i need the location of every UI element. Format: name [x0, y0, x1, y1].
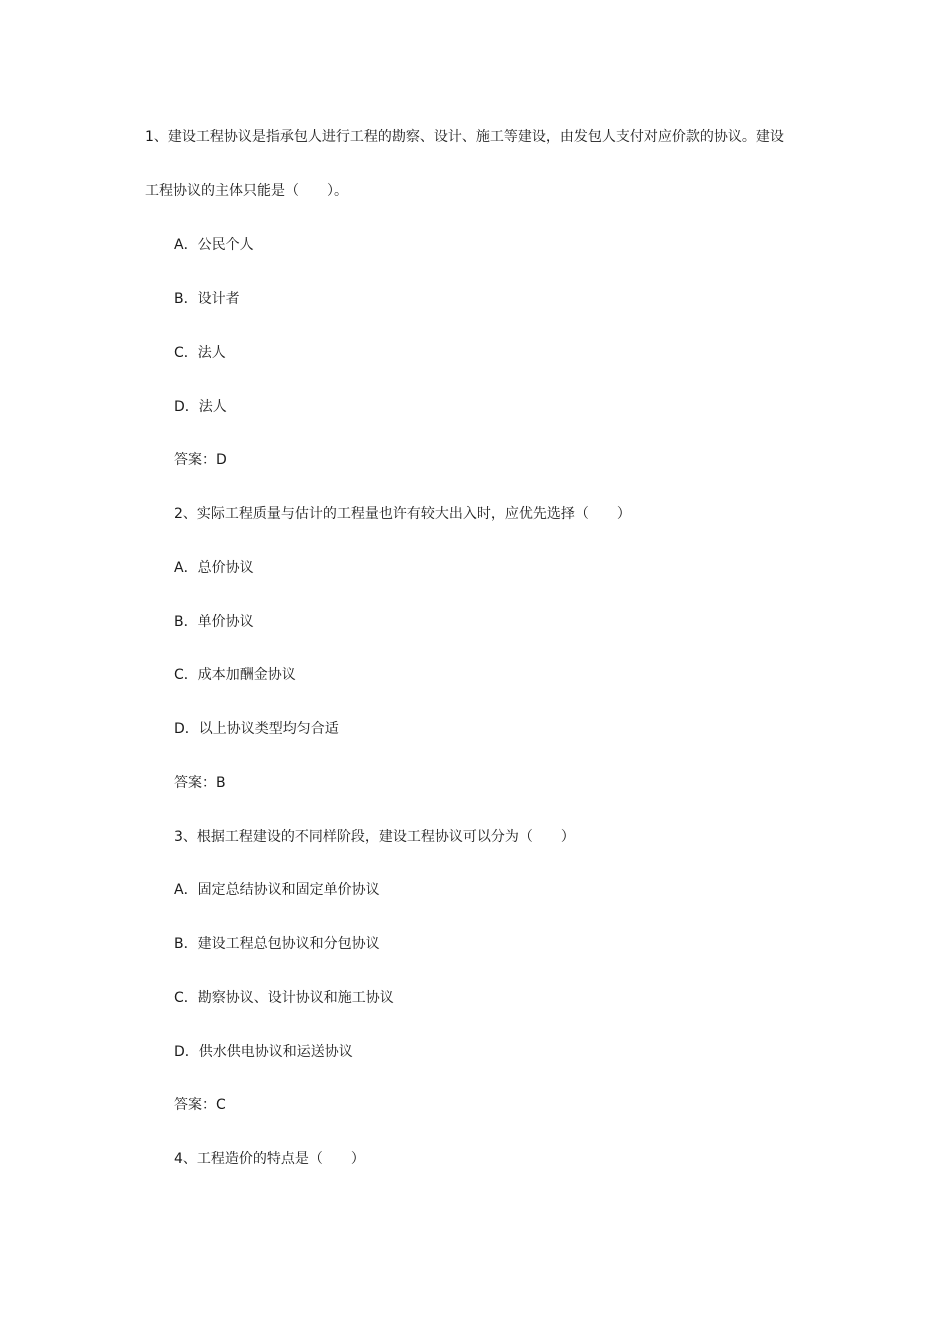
question-1-stem-line-2: 工程协议的主体只能是（ ）。	[145, 183, 348, 199]
question-3-option-d: D．供水供电协议和运送协议	[174, 1044, 353, 1060]
question-1-stem-line-1: 1、建设工程协议是指承包人进行工程的勘察、设计、施工等建设，由发包人支付对应价款的协议。建设	[145, 129, 784, 145]
question-3-answer: 答案：C	[174, 1097, 226, 1113]
question-2-stem: 2、实际工程质量与估计的工程量也许有较大出入时，应优先选择（ ）	[174, 506, 631, 522]
question-1-answer: 答案：D	[174, 452, 227, 468]
question-2-option-c: C．成本加酬金协议	[174, 667, 296, 683]
question-3-option-b: B．建设工程总包协议和分包协议	[174, 936, 380, 952]
question-2-option-a: A．总价协议	[174, 560, 254, 576]
question-2-answer: 答案：B	[174, 775, 226, 791]
question-1-option-c: C．法人	[174, 345, 226, 361]
question-1-option-b: B．设计者	[174, 291, 240, 307]
question-2-option-b: B．单价协议	[174, 614, 254, 630]
question-4-stem: 4、工程造价的特点是（ ）	[174, 1151, 365, 1167]
question-1-option-a: A．公民个人	[174, 237, 254, 253]
question-3-option-a: A．固定总结协议和固定单价协议	[174, 882, 380, 898]
question-3-stem: 3、根据工程建设的不同样阶段，建设工程协议可以分为（ ）	[174, 829, 575, 845]
question-3-option-c: C．勘察协议、设计协议和施工协议	[174, 990, 394, 1006]
question-2-option-d: D．以上协议类型均匀合适	[174, 721, 339, 737]
question-1-option-d: D．法人	[174, 399, 227, 415]
